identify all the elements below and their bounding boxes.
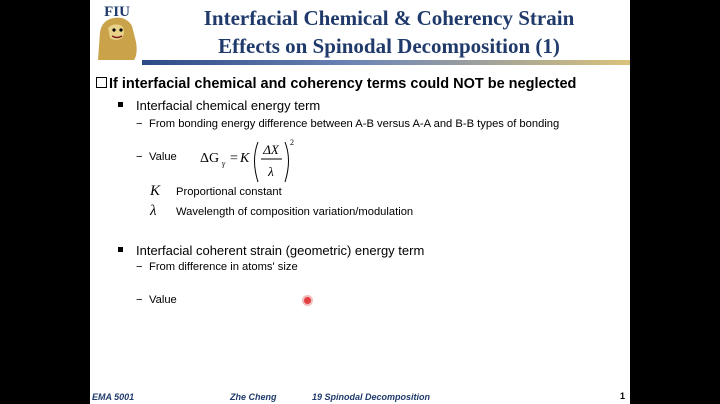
dash-marker: −	[136, 294, 143, 306]
slide	[90, 0, 630, 404]
page-number: 1	[620, 391, 626, 401]
fiu-logo	[92, 2, 142, 60]
def-symbol-lambda: λ	[150, 203, 157, 219]
eq-denominator: λ	[268, 164, 274, 179]
dash-marker: −	[136, 118, 143, 130]
interfacial-energy-equation	[200, 138, 300, 190]
laser-pointer-icon	[304, 297, 311, 304]
def-symbol-k: K	[150, 183, 161, 199]
slide-title-line2: Effects on Spinodal Decomposition (1)	[218, 34, 560, 58]
eq-equals: =	[230, 151, 238, 166]
bullet1-text: Interfacial chemical energy term	[136, 98, 321, 113]
bullet1-value-label: Value	[149, 151, 177, 163]
eq-lhs: ΔG	[200, 151, 220, 166]
eq-subscript: γ	[222, 159, 226, 168]
eq-k: K	[240, 151, 250, 166]
square-bullet-icon	[118, 247, 123, 252]
footer-topic: 19 Spinodal Decomposition	[312, 392, 431, 402]
bullet2-value-label: Value	[149, 294, 177, 306]
slide-title-line1: Interfacial Chemical & Coherency Strain	[203, 6, 575, 30]
logo-text: FIU	[104, 4, 130, 20]
checkbox-bullet-icon	[96, 77, 107, 88]
title-divider	[142, 60, 630, 65]
eq-exponent: 2	[290, 138, 294, 147]
bullet1-sub1-text: From bonding energy difference between A-B versus A-A and B-B types of bonding	[149, 118, 560, 130]
dash-marker: −	[136, 151, 143, 163]
eq-numerator: ΔX	[263, 142, 279, 157]
dash-marker: −	[136, 261, 143, 273]
bullet2-text: Interfacial coherent strain (geometric) energy term	[136, 243, 425, 258]
footer-author: Zhe Cheng	[230, 392, 277, 402]
main-heading	[96, 76, 576, 92]
def-text-lambda: Wavelength of composition variation/modulation	[176, 206, 414, 218]
bullet2-sub1-text: From difference in atoms' size	[149, 261, 298, 273]
main-heading-text: If interfacial chemical and coherency terms could NOT be neglected	[109, 76, 577, 92]
def-text-k: Proportional constant	[176, 186, 282, 198]
footer-course: EMA 5001	[92, 392, 135, 402]
square-bullet-icon	[118, 102, 123, 107]
